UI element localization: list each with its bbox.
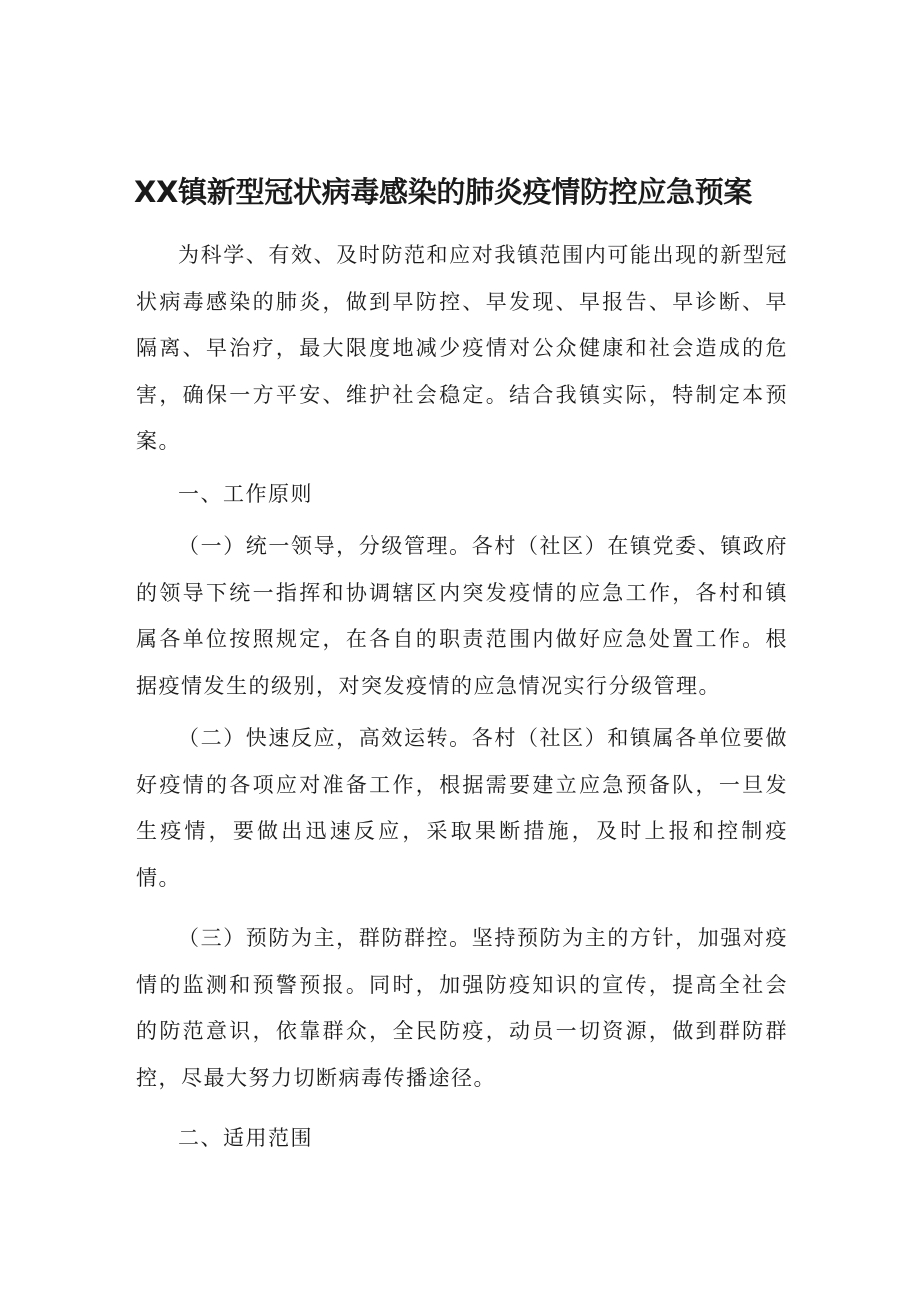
document-body xyxy=(136,232,788,1162)
principle-paragraph-2: （二）快速反应，高效运转。各村（社区）和镇属各单位要做好疫情的各项应对准备工作，根据需要建立应急预备队，一旦发生疫情，要做出迅速反应，采取果断措施，及时上报和控制疫情。 xyxy=(136,726,788,890)
section-heading-scope: 二、适用范围 xyxy=(178,1126,313,1150)
intro-paragraph: 为科学、有效、及时防范和应对我镇范围内可能出现的新型冠状病毒感染的肺炎，做到早防控、早发现、早报告、早诊断、早隔离、早治疗，最大限度地减少疫情对公众健康和社会造成的危害，确保一方平安、维护社会稳定。结合我镇实际，特制定本预案。 xyxy=(136,243,788,453)
principle-paragraph-1: （一）统一领导，分级管理。各村（社区）在镇党委、镇政府的领导下统一指挥和协调辖区内突发疫情的应急工作，各村和镇属各单位按照规定，在各自的职责范围内做好应急处置工作。根据疫情发生的级别，对突发疫情的应急情况实行分级管理。 xyxy=(136,534,788,698)
principle-paragraph-3: （三）预防为主，群防群控。坚持预防为主的方针，加强对疫情的监测和预警预报。同时，加强防疫知识的宣传，提高全社会的防范意识，依靠群众，全民防疫，动员一切资源，做到群防群控，尽最大努力切断病毒传播途径。 xyxy=(136,926,788,1090)
section-heading-work-principles: 一、工作原则 xyxy=(178,481,313,506)
document-title: XX镇新型冠状病毒感染的肺炎疫情防控应急预案 xyxy=(134,175,753,209)
